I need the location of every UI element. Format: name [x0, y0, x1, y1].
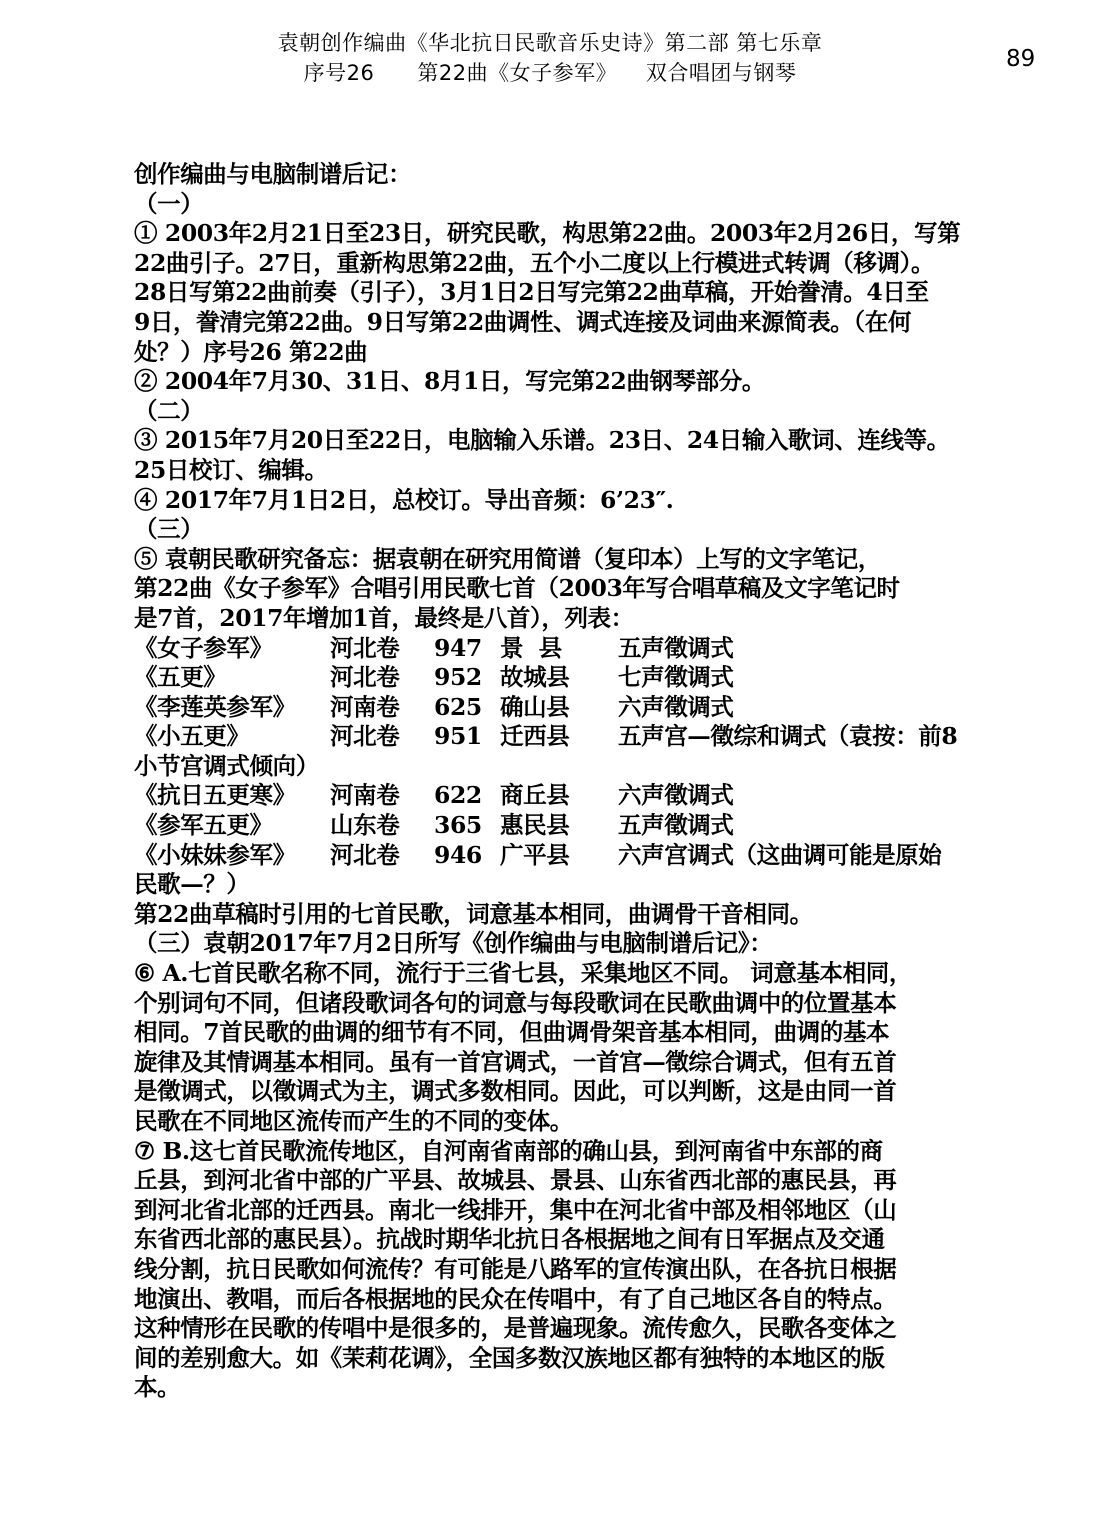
header-line-2: 序号26 第22曲《女子参军》 双合唱团与钢琴: [303, 61, 797, 85]
song-title: 《参军五更》: [134, 811, 273, 840]
song-volume: 河北卷: [330, 840, 400, 869]
text-line: ⑦ B.这七首民歌流传地区，自河南省南部的确山县，到河南省中东部的商: [134, 1136, 883, 1165]
song-mode: 五声徵调式: [618, 633, 734, 662]
text-line: 地演出、教唱，而后各根据地的民众在传唱中，有了自己地区各自的特点。: [134, 1284, 897, 1313]
text-line: 旋律及其情调基本相同。虽有一首宫调式，一首宫—徵综合调式，但有五首: [134, 1047, 897, 1076]
song-place: 确山县: [500, 692, 570, 721]
song-mode: 六声徵调式: [618, 692, 734, 721]
song-row: [134, 634, 1034, 664]
text-line: 22曲引子。27日，重新构思第22曲，五个小二度以上行模进式转调（移调）。: [134, 248, 935, 277]
song-place: 惠民县: [500, 811, 570, 840]
song-number: 946: [434, 840, 482, 869]
document-body: [134, 160, 1034, 1403]
text-line: ② 2004年7月30、31日、8月1日，写完第22曲钢琴部分。: [134, 367, 765, 396]
song-row: [134, 722, 1034, 752]
song-volume: 河北卷: [330, 663, 400, 692]
song-mode: 七声徵调式: [618, 663, 734, 692]
song-number: 365: [434, 811, 482, 840]
text-line: 处？）序号26 第22曲: [134, 337, 368, 366]
postscript-intro: [134, 160, 1034, 634]
text-line: ③ 2015年7月20日至22日，电脑输入乐谱。23日、24日输入歌词、连线等。: [134, 426, 950, 455]
song-mode: 五声徵调式: [618, 811, 734, 840]
song-place: 商丘县: [500, 781, 570, 810]
text-line: （一）: [134, 189, 204, 218]
postscript-analysis: [134, 900, 1034, 1403]
song-volume: 河南卷: [330, 692, 400, 721]
text-line: 9日，誊清完第22曲。9日写第22曲调性、调式连接及词曲来源简表。（在何: [134, 307, 911, 336]
song-title: 《女子参军》: [134, 633, 273, 662]
text-line: （三）袁朝2017年7月2日所写《创作编曲与电脑制谱后记》：: [134, 929, 773, 958]
song-mode: 六声徵调式: [618, 781, 734, 810]
text-line: 线分割，抗日民歌如何流传？有可能是八路军的宣传演出队，在各抗日根据: [134, 1254, 897, 1283]
song-volume: 河南卷: [330, 781, 400, 810]
text-line: 是徵调式，以徵调式为主，调式多数相同。因此，可以判断，这是由同一首: [134, 1077, 897, 1106]
song-title: 《五更》: [134, 663, 227, 692]
text-line: 这种情形在民歌的传唱中是很多的，是普遍现象。流传愈久，民歌各变体之: [134, 1314, 897, 1343]
running-header: [0, 28, 1100, 88]
song-place: 景 县: [500, 633, 562, 662]
text-line: 丘县，到河北省中部的广平县、故城县、景县、山东省西北部的惠民县，再: [134, 1166, 897, 1195]
song-number: 951: [434, 722, 482, 751]
text-line: ④ 2017年7月1日2日，总校订。导出音频：6’23″.: [134, 485, 674, 514]
text-line: 个别词句不同，但诸段歌词各句的词意与每段歌词在民歌曲调中的位置基本: [134, 988, 897, 1017]
song-number: 952: [434, 663, 482, 692]
song-volume: 山东卷: [330, 811, 400, 840]
text-line: 东省西北部的惠民县）。抗战时期华北抗日各根据地之间有日军据点及交通: [134, 1225, 885, 1254]
song-mode: 五声宫—徵综和调式（袁按：前8: [618, 722, 958, 751]
text-line: （三）: [134, 515, 204, 544]
song-row: [134, 693, 1034, 723]
text-line: 28日写第22曲前奏（引子），3月1日2日写完第22曲草稿，开始誊清。4日至: [134, 278, 929, 307]
song-number: 625: [434, 692, 482, 721]
text-line: 到河北省北部的迁西县。南北一线排开，集中在河北省中部及相邻地区（山: [134, 1195, 897, 1224]
song-title: 《抗日五更寒》: [134, 781, 296, 810]
song-place: 广平县: [500, 840, 570, 869]
header-line-1: 袁朝创作编曲《华北抗日民歌音乐史诗》第二部 第七乐章: [277, 31, 823, 55]
song-title: 《李莲英参军》: [134, 692, 296, 721]
folk-song-table: [134, 634, 1034, 900]
text-line: 25日校订、编辑。: [134, 455, 328, 484]
song-volume: 河北卷: [330, 722, 400, 751]
song-mode: 六声宫调式（这曲调可能是原始: [618, 840, 942, 869]
text-line: 民歌在不同地区流传而产生的不同的变体。: [134, 1107, 573, 1135]
song-row: [134, 811, 1034, 841]
text-line: ⑥ A.七首民歌名称不同，流行于三省七县，采集地区不同。 词意基本相同，: [134, 959, 912, 988]
song-row: [134, 841, 1034, 871]
song-note: 小节宫调式倾向）: [134, 751, 319, 780]
page-number: 89: [1006, 46, 1036, 72]
song-number: 947: [434, 633, 482, 662]
song-volume: 河北卷: [330, 633, 400, 662]
text-line: 是7首，2017年增加1首，最终是八首），列表：: [134, 603, 634, 632]
song-place: 故城县: [500, 663, 570, 692]
song-row: [134, 663, 1034, 693]
text-line: 创作编曲与电脑制谱后记：: [134, 160, 412, 188]
song-number: 622: [434, 781, 482, 810]
text-line: 第22曲《女子参军》合唱引用民歌七首（2003年写合唱草稿及文字笔记时: [134, 574, 900, 603]
song-place: 迁西县: [500, 722, 570, 751]
text-line: ⑤ 袁朝民歌研究备忘：据袁朝在研究用简谱（复印本）上写的文字笔记，: [134, 544, 881, 573]
song-row: [134, 781, 1034, 811]
text-line: （二）: [134, 396, 204, 425]
text-line: 间的差别愈大。如《茉莉花调》，全国多数汉族地区都有独特的本地区的版: [134, 1343, 885, 1372]
text-line: 本。: [134, 1373, 181, 1402]
song-title: 《小妹妹参军》: [134, 840, 296, 869]
text-line: 相同。7首民歌的曲调的细节有不同，但曲调骨架音基本相同，曲调的基本: [134, 1018, 890, 1047]
text-line: 第22曲草稿时引用的七首民歌，词意基本相同，曲调骨干音相同。: [134, 899, 813, 928]
text-line: ① 2003年2月21日至23日，研究民歌，构思第22曲。2003年2月26日，写第: [134, 219, 961, 248]
song-note: 民歌—？）: [134, 870, 250, 899]
song-title: 《小五更》: [134, 722, 250, 751]
